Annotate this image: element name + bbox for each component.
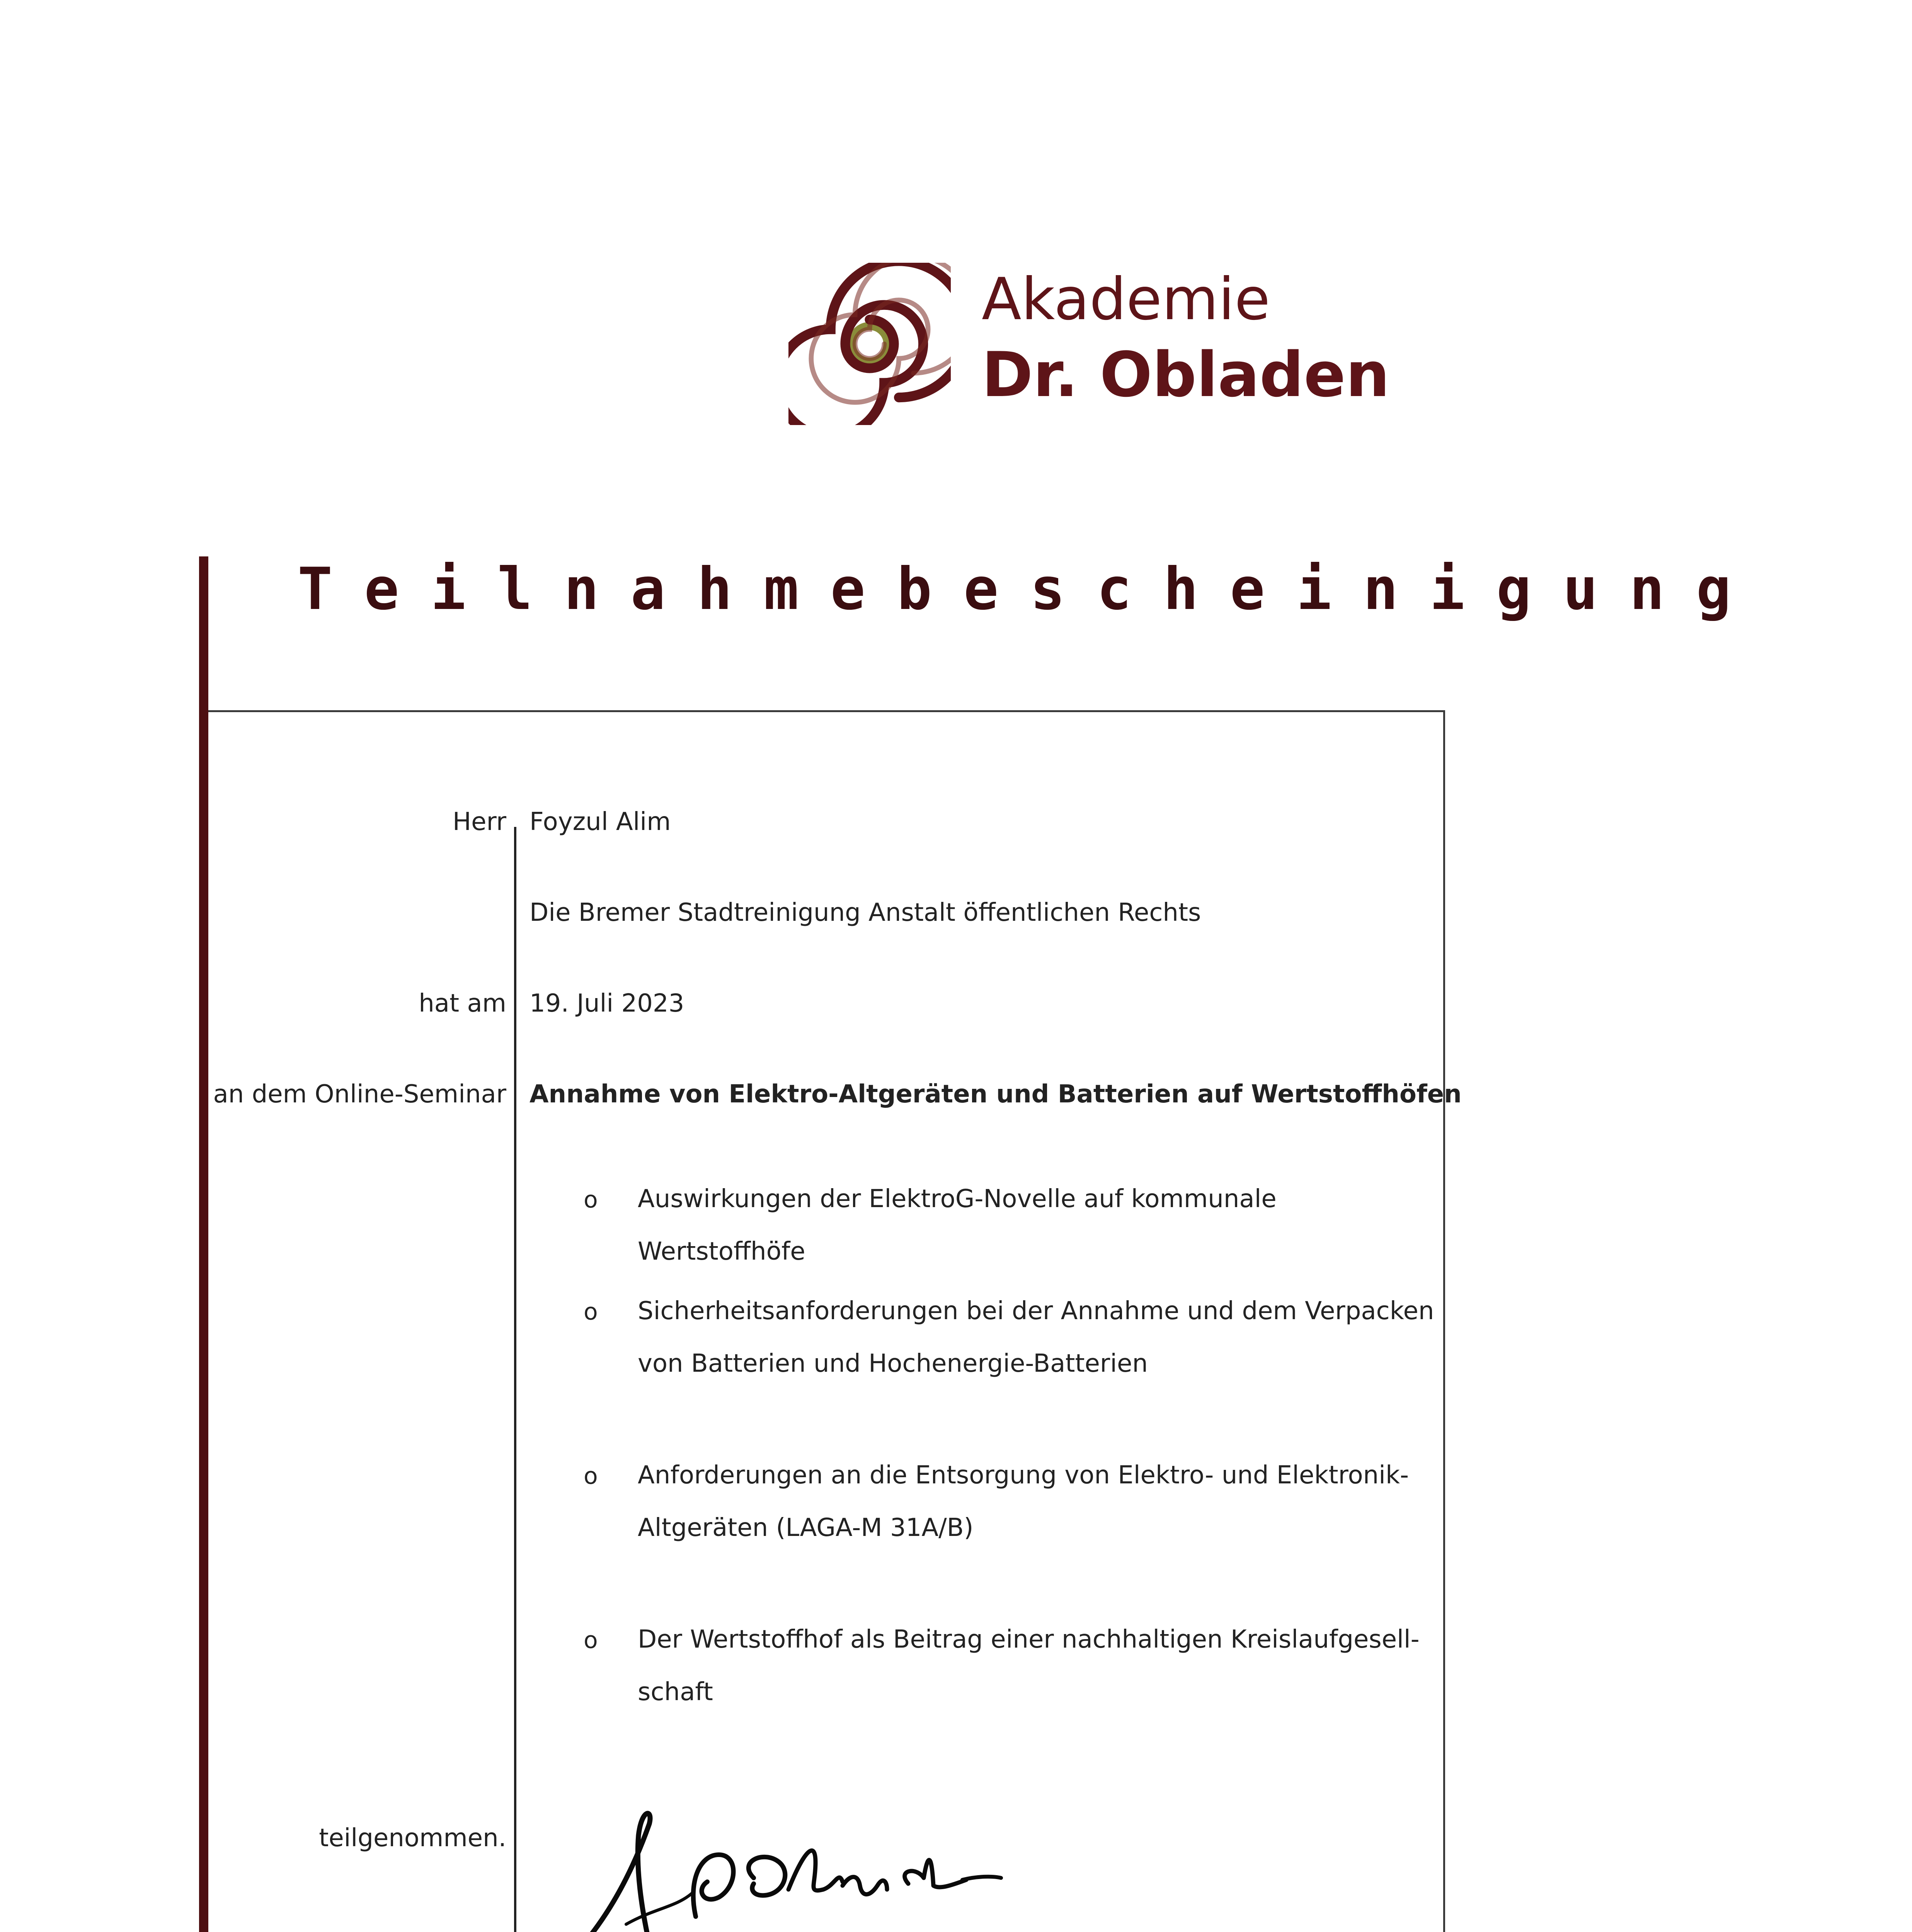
topic-line: Anforderungen an die Entsorgung von Elektro- und Elektronik- <box>638 1461 1409 1490</box>
seminar-date: 19. Juli 2023 <box>530 989 684 1018</box>
topic-text <box>638 1449 1449 1554</box>
salutation-label: Herr <box>453 808 506 836</box>
participant-name: Foyzul Alim <box>530 808 671 836</box>
seminar-label: an dem Online-Seminar <box>213 1080 506 1109</box>
signature-icon <box>537 1793 1055 1932</box>
topic-line: Der Wertstoffhof als Beitrag einer nachhaltigen Kreislaufgesell- <box>638 1625 1420 1654</box>
topic-line: Sicherheitsanforderungen bei der Annahme und dem Verpacken <box>638 1297 1434 1325</box>
topic-text <box>638 1613 1449 1718</box>
topic-line: Auswirkungen der ElektroG-Novelle auf kommunale Wertstoffhöfe <box>638 1185 1277 1266</box>
page-title: Teilnahmebescheinigung <box>298 556 1763 623</box>
spiral-logo-icon <box>788 263 951 425</box>
logo-line-akademie: Akademie <box>982 266 1270 333</box>
accent-bar <box>199 556 208 1932</box>
logo-line-name: Dr. Obladen <box>982 338 1390 411</box>
organization-name: Die Bremer Stadtreinigung Anstalt öffentlichen Rechts <box>530 898 1201 927</box>
seminar-title: Annahme von Elektro-Altgeräten und Batterien auf Wertstoffhöfen <box>530 1080 1462 1109</box>
academy-logo <box>788 255 1445 433</box>
topic-line: Altgeräten (LAGA-M 31A/B) <box>638 1514 974 1542</box>
topic-bullet: o <box>584 1298 598 1325</box>
closing-label: teilgenommen. <box>319 1824 506 1852</box>
date-label: hat am <box>419 989 506 1018</box>
topic-bullet: o <box>584 1463 598 1490</box>
column-divider <box>514 827 516 1932</box>
topic-text <box>638 1285 1449 1390</box>
topic-text <box>638 1173 1449 1278</box>
topic-line: von Batterien und Hochenergie-Batterien <box>638 1349 1148 1378</box>
topic-bullet: o <box>584 1627 598 1654</box>
topic-line: schaft <box>638 1678 713 1706</box>
topic-bullet: o <box>584 1186 598 1213</box>
